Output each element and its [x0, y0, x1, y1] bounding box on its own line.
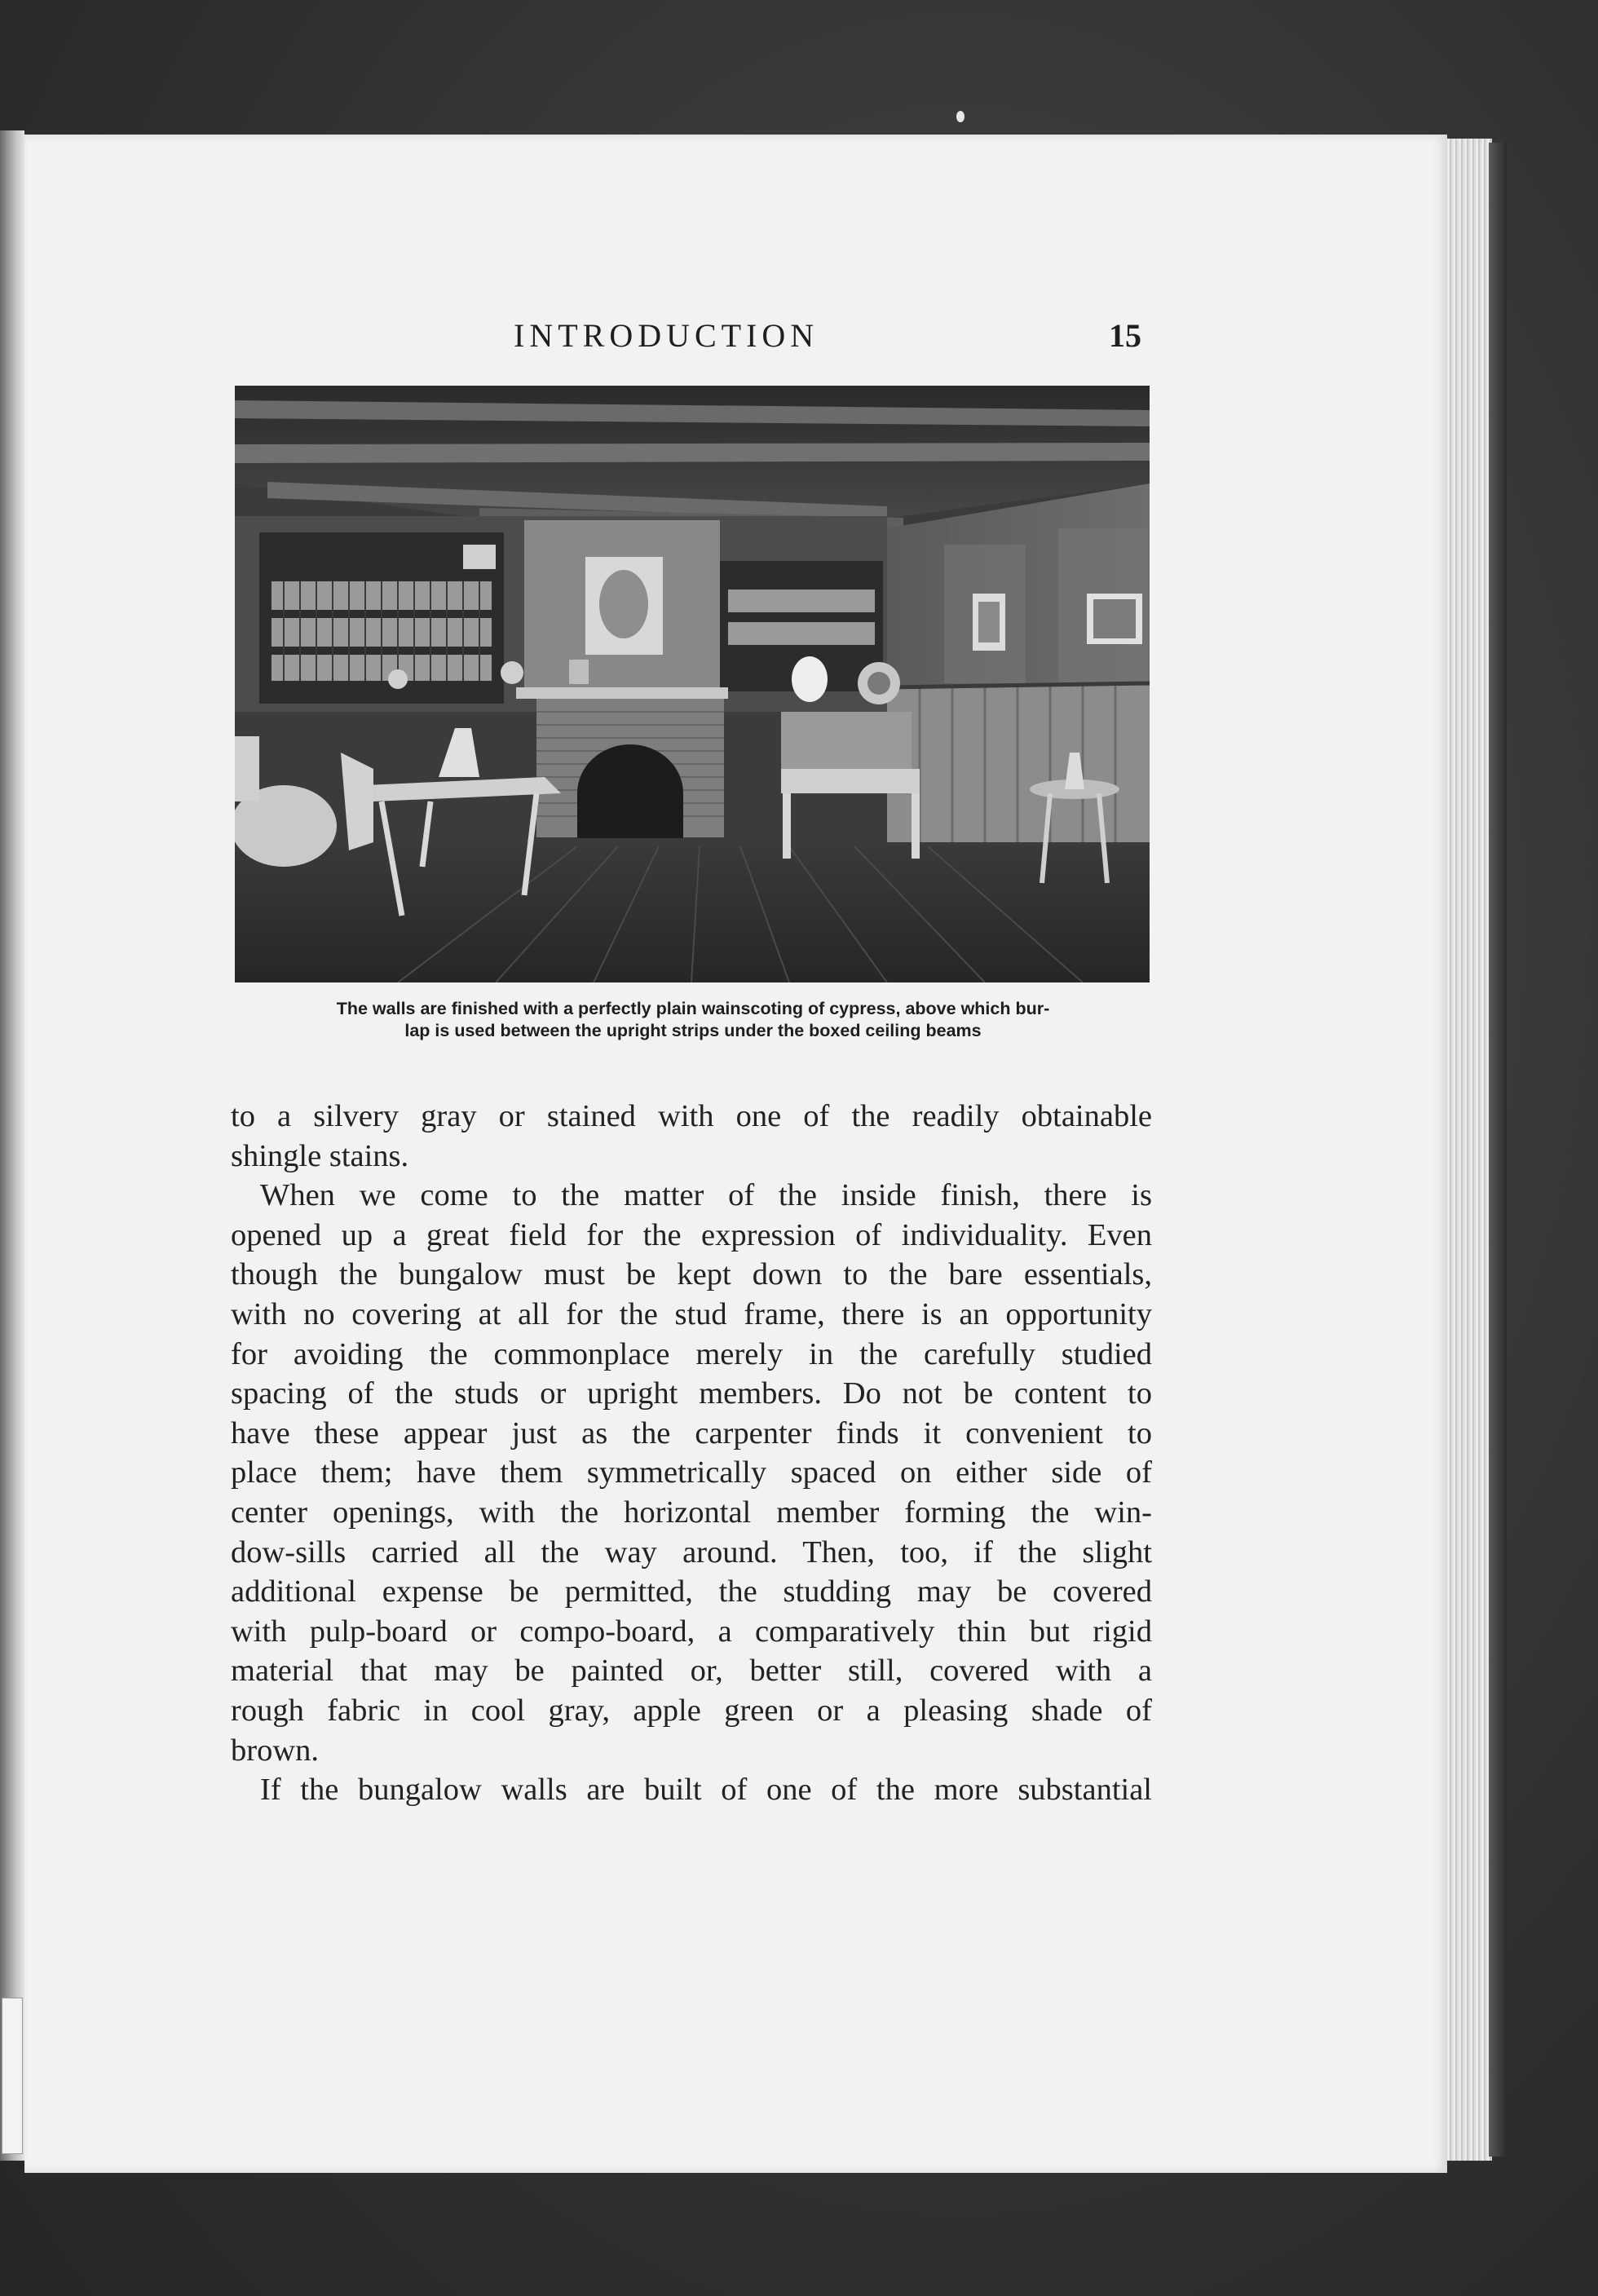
text-line: If the bungalow walls are built of one of the more substantial [260, 1773, 1152, 1808]
text-line: additional expense be permitted, the studding may be covered [231, 1574, 1152, 1609]
text-line: When we come to the matter of the inside finish, there is [260, 1178, 1152, 1213]
dust-speck [956, 111, 965, 122]
text-line: spacing of the studs or upright members. Do not be content to [231, 1376, 1152, 1411]
text-line: though the bungalow must be kept down to the bare essentials, [231, 1257, 1152, 1292]
text-line: opened up a great field for the expression of individuality. Even [231, 1217, 1152, 1252]
text-line: with pulp-board or compo-board, a comparatively thin but rigid [231, 1614, 1152, 1649]
text-line: with no covering at all for the stud frame, there is an opportunity [231, 1296, 1152, 1331]
body-text [231, 1097, 1152, 1810]
text-line: rough fabric in cool gray, apple green or a pleasing shade of [231, 1693, 1152, 1728]
text-line: for avoiding the commonplace merely in the carefully studied [231, 1336, 1152, 1371]
text-line: dow-sills carried all the way around. Then, too, if the slight [231, 1534, 1152, 1570]
text-line: center openings, with the horizontal member forming the win- [231, 1495, 1152, 1530]
running-head: INTRODUCTION [514, 317, 819, 354]
room-photo-image [235, 386, 1150, 982]
text-line: shingle stains. [231, 1138, 409, 1173]
caption-line-1: The walls are finished with a perfectly plain wainscoting of cypress, above which bur- [336, 999, 1050, 1018]
text-line: to a silvery gray or stained with one of the readily obtainable [231, 1099, 1152, 1133]
library-label [2, 1998, 23, 2154]
page-edges [1445, 139, 1492, 2161]
room-photograph [235, 386, 1150, 982]
book-cover-edge [1489, 143, 1507, 2157]
figure-caption [214, 998, 1172, 1042]
caption-line-2: lap is used between the upright strips under the boxed ceiling beams [404, 1021, 982, 1040]
text-line: have these appear just as the carpenter finds it convenient to [231, 1415, 1152, 1450]
page-number: 15 [1109, 317, 1141, 354]
text-line: place them; have them symmetrically spaced on either side of [231, 1455, 1152, 1490]
text-line: material that may be painted or, better still, covered with a [231, 1654, 1152, 1689]
facing-page-edge [0, 130, 24, 2161]
text-line: brown. [231, 1733, 319, 1768]
